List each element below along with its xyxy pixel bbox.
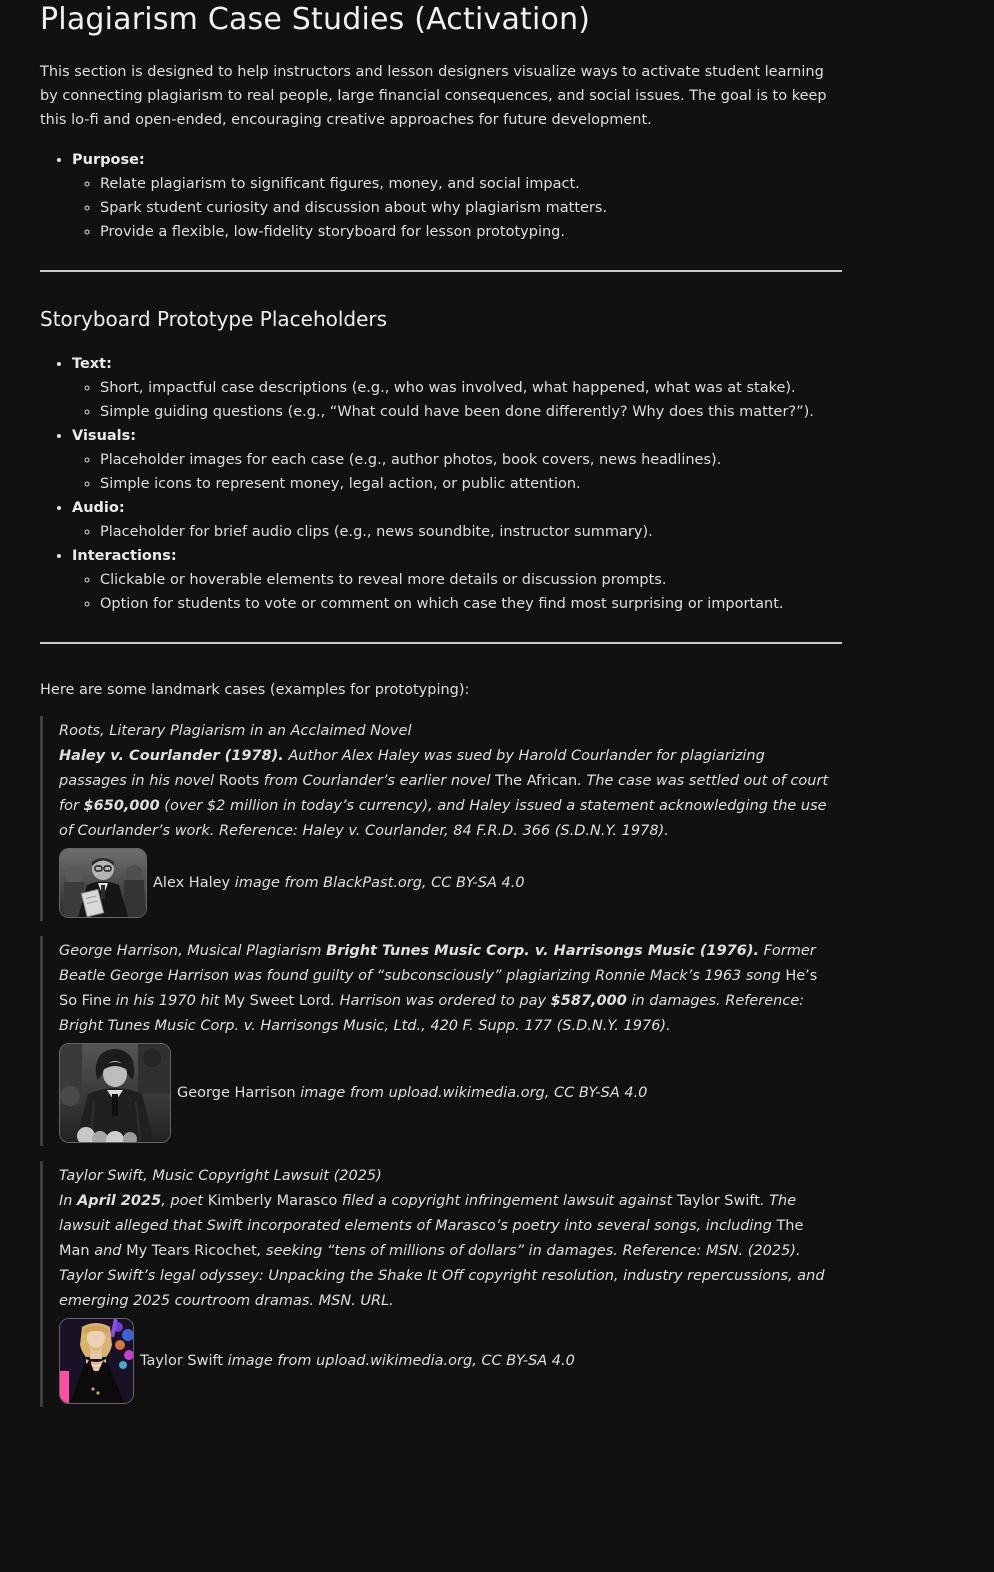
horizontal-rule xyxy=(40,642,842,644)
list-item: ◦ Placeholder images for each case (e.g., author photos, book covers, news headlines). xyxy=(100,448,842,472)
text-sublist xyxy=(72,376,842,424)
list-item: ◦ Spark student curiosity and discussion about why plagiarism matters. xyxy=(100,196,842,220)
page-title: Plagiarism Case Studies (Activation) xyxy=(40,2,591,37)
case-quote-haley xyxy=(40,716,842,921)
section-heading-storyboard: Storyboard Prototype Placeholders xyxy=(40,307,388,331)
case-quote-harrison xyxy=(40,936,842,1146)
list-item-text xyxy=(72,352,842,424)
list-item: ◦ Placeholder for brief audio clips (e.g., news soundbite, instructor summary). xyxy=(100,520,842,544)
purpose-sublist xyxy=(72,172,842,244)
list-item-purpose xyxy=(72,148,842,244)
alex-haley-photo xyxy=(59,848,147,918)
case-image-row xyxy=(59,1318,832,1404)
case-image-row xyxy=(59,848,832,918)
list-item-audio xyxy=(72,496,842,544)
horizontal-rule xyxy=(40,270,842,272)
taylor-swift-photo xyxy=(59,1318,134,1404)
intro-paragraph: This section is designed to help instructors and lesson designers visualize ways to activate student learning by connecting plagiarism to real people, large financial consequences, and social issues. The goal is to keep this lo-fi and open-ended, encouraging creative approaches for future development. xyxy=(40,64,827,128)
purpose-list xyxy=(40,148,842,244)
case-image-row xyxy=(59,1043,832,1143)
list-item: ◦ Provide a flexible, low-fidelity storyboard for lesson prototyping. xyxy=(100,220,842,244)
list-item: ◦ Simple guiding questions (e.g., “What could have been done differently? Why does this matter?”). xyxy=(100,400,842,424)
list-item: ◦ Relate plagiarism to significant figures, money, and social impact. xyxy=(100,172,842,196)
audio-sublist xyxy=(72,520,842,544)
visuals-sublist xyxy=(72,448,842,496)
interactions-sublist xyxy=(72,568,842,616)
list-item-interactions xyxy=(72,544,842,616)
case-text: Taylor Swift, Music Copyright Lawsuit (2025) In April 2025, poet Kimberly Marasco filed a copyright infringement lawsuit against Taylor Swift. The lawsuit alleged that Swift incorporated elements of Marasco’s poetry into several songs, including The Man and My Tears Ricochet, seeking “tens of millions of dollars” in damages. Reference: MSN. (2025). Taylor Swift’s legal odyssey: Unpacking the Shake It Off copyright resolution, industry repercussions, and emerging 2025 courtroom dramas. MSN. URL. xyxy=(59,1168,825,1309)
storyboard-list xyxy=(40,352,842,616)
list-item: ◦ Clickable or hoverable elements to reveal more details or discussion prompts. xyxy=(100,568,842,592)
case-text: George Harrison, Musical Plagiarism Bright Tunes Music Corp. v. Harrisongs Music (1976). Former Beatle George Harrison was found guilty of “subconsciously” plagiarizing Ronnie Mack’s 1963 song He’s So Fine in his 1970 hit My Sweet Lord. Harrison was ordered to pay $587,000 in damages. Reference: Bright Tunes Music Corp. v. Harrisongs Music, Ltd., 420 F. Supp. 177 (S.D.N.Y. 1976). xyxy=(59,943,818,1034)
visuals-label: Visuals: xyxy=(72,428,137,444)
case-caption: Alex Haley image from BlackPast.org, CC BY-SA 4.0 xyxy=(153,874,525,891)
list-item: ◦ Short, impactful case descriptions (e.g., who was involved, what happened, what was at stake). xyxy=(100,376,842,400)
case-quote-swift xyxy=(40,1161,842,1407)
cases-intro: Here are some landmark cases (examples for prototyping): xyxy=(40,682,470,698)
case-caption: Taylor Swift image from upload.wikimedia.org, CC BY-SA 4.0 xyxy=(140,1352,575,1369)
case-text: Roots, Literary Plagiarism in an Acclaimed Novel Haley v. Courlander (1978). Author Alex Haley was sued by Harold Courlander for plagiarizing passages in his novel Roots from Courlander’s earlier novel The African. The case was settled out of court for $650,000 (over $2 million in today’s currency), and Haley issued a statement acknowledging the use of Courlander’s work. Reference: Haley v. Courlander, 84 F.R.D. 366 (S.D.N.Y. 1978). xyxy=(59,723,829,839)
list-item: ◦ Option for students to vote or comment on which case they find most surprising or important. xyxy=(100,592,842,616)
purpose-label: Purpose: xyxy=(72,152,145,168)
george-harrison-photo xyxy=(59,1043,171,1143)
case-caption: George Harrison image from upload.wikimedia.org, CC BY-SA 4.0 xyxy=(177,1084,648,1101)
list-item: ◦ Simple icons to represent money, legal action, or public attention. xyxy=(100,472,842,496)
audio-label: Audio: xyxy=(72,500,125,516)
interactions-label: Interactions: xyxy=(72,548,177,564)
list-item-visuals xyxy=(72,424,842,496)
text-label: Text: xyxy=(72,356,112,372)
